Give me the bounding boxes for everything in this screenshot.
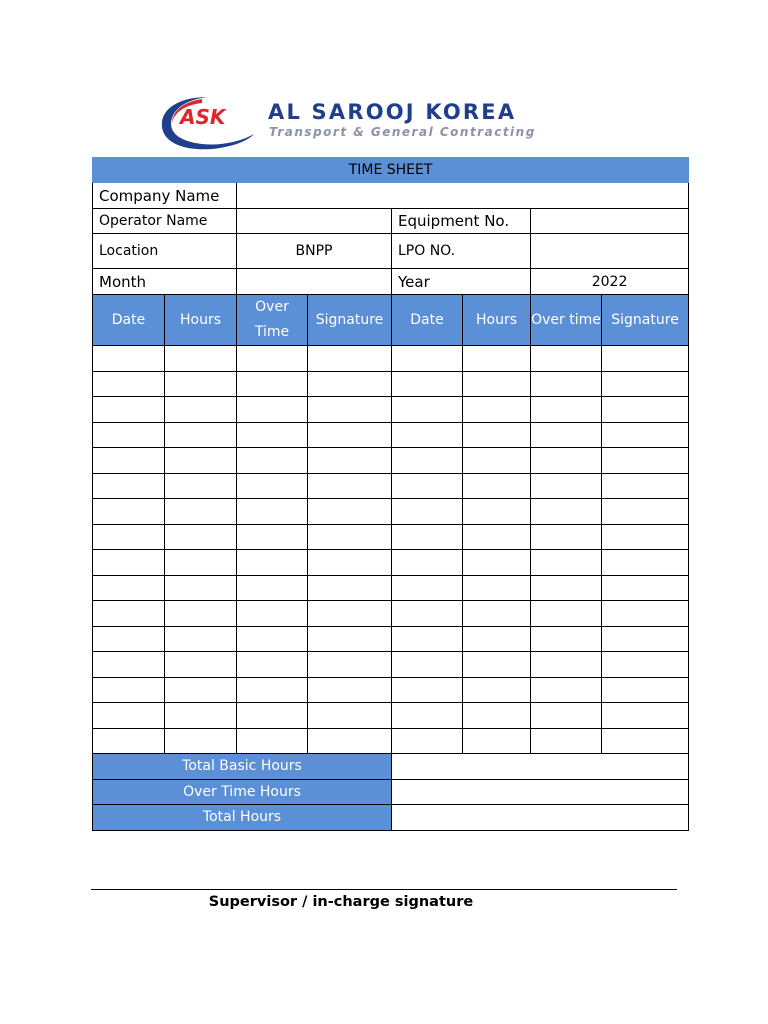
cell-signature-left[interactable] [308,626,392,652]
table-row [93,371,689,397]
col-signature-right: Signature [602,295,689,346]
cell-overtime-right[interactable] [531,601,602,627]
cell-signature-left[interactable] [308,346,392,372]
cell-signature-right[interactable] [602,601,689,627]
total-basic-hours-label: Total Basic Hours [93,754,392,780]
cell-hours-right[interactable] [463,677,531,703]
table-row [93,499,689,525]
cell-date-left[interactable] [93,575,165,601]
cell-date-left[interactable] [93,371,165,397]
company-name-logo: AL SAROOJ KOREA [268,100,517,124]
cell-signature-left[interactable] [308,677,392,703]
cell-signature-left[interactable] [308,473,392,499]
table-row [93,397,689,423]
cell-signature-left[interactable] [308,371,392,397]
cell-hours-left[interactable] [165,677,237,703]
cell-date-right[interactable] [392,703,463,729]
cell-overtime-left[interactable] [237,422,308,448]
cell-overtime-left[interactable] [237,397,308,423]
table-row [93,346,689,372]
operator-name-label: Operator Name [93,209,237,234]
cell-hours-right[interactable] [463,473,531,499]
cell-hours-left[interactable] [165,524,237,550]
cell-hours-right[interactable] [463,499,531,525]
cell-signature-right[interactable] [602,346,689,372]
cell-date-left[interactable] [93,652,165,678]
cell-date-left[interactable] [93,499,165,525]
signature-line [91,889,677,890]
cell-overtime-right[interactable] [531,346,602,372]
year-field[interactable]: 2022 [531,269,689,295]
cell-date-right[interactable] [392,448,463,474]
cell-signature-left[interactable] [308,397,392,423]
total-hours-label: Total Hours [93,805,392,831]
cell-hours-left[interactable] [165,346,237,372]
cell-signature-right[interactable] [602,575,689,601]
cell-hours-left[interactable] [165,575,237,601]
cell-hours-right[interactable] [463,422,531,448]
cell-overtime-right[interactable] [531,499,602,525]
cell-signature-left[interactable] [308,422,392,448]
cell-signature-right[interactable] [602,550,689,576]
cell-overtime-right[interactable] [531,448,602,474]
total-basic-hours-field[interactable] [392,754,689,780]
cell-hours-right[interactable] [463,550,531,576]
cell-signature-right[interactable] [602,371,689,397]
month-field[interactable] [237,269,392,295]
cell-date-right[interactable] [392,626,463,652]
cell-overtime-left[interactable] [237,371,308,397]
company-name-field[interactable] [237,183,689,209]
table-row [93,728,689,754]
cell-overtime-right[interactable] [531,626,602,652]
cell-signature-left[interactable] [308,550,392,576]
time-sheet-title: TIME SHEET [93,158,689,183]
cell-overtime-right[interactable] [531,728,602,754]
table-row [93,652,689,678]
cell-date-right[interactable] [392,346,463,372]
cell-signature-right[interactable] [602,677,689,703]
cell-hours-left[interactable] [165,397,237,423]
cell-date-left[interactable] [93,397,165,423]
over-time-hours-label: Over Time Hours [93,779,392,805]
cell-hours-right[interactable] [463,626,531,652]
cell-signature-right[interactable] [602,703,689,729]
cell-signature-left[interactable] [308,524,392,550]
cell-signature-left[interactable] [308,499,392,525]
year-label: Year [392,269,531,295]
cell-hours-right[interactable] [463,371,531,397]
table-row [93,677,689,703]
cell-date-right[interactable] [392,524,463,550]
cell-signature-left[interactable] [308,652,392,678]
cell-overtime-right[interactable] [531,397,602,423]
cell-overtime-right[interactable] [531,550,602,576]
cell-signature-right[interactable] [602,728,689,754]
cell-overtime-right[interactable] [531,524,602,550]
cell-date-right[interactable] [392,550,463,576]
cell-date-left[interactable] [93,550,165,576]
cell-overtime-right[interactable] [531,371,602,397]
cell-signature-left[interactable] [308,703,392,729]
location-field[interactable]: BNPP [237,234,392,269]
cell-overtime-right[interactable] [531,677,602,703]
cell-hours-right[interactable] [463,601,531,627]
cell-overtime-left[interactable] [237,550,308,576]
supervisor-signature-label: Supervisor / in-charge signature [208,894,474,910]
cell-hours-left[interactable] [165,550,237,576]
cell-hours-right[interactable] [463,652,531,678]
cell-hours-left[interactable] [165,703,237,729]
cell-signature-right[interactable] [602,652,689,678]
col-signature-left: Signature [308,295,392,346]
col-overtime-right: Over time [531,295,602,346]
location-label: Location [93,234,237,269]
table-row [93,626,689,652]
cell-overtime-left[interactable] [237,499,308,525]
cell-date-left[interactable] [93,524,165,550]
cell-overtime-right[interactable] [531,703,602,729]
lpo-no-label: LPO NO. [392,234,531,269]
cell-overtime-left[interactable] [237,346,308,372]
col-date-left: Date [93,295,165,346]
cell-hours-left[interactable] [165,499,237,525]
cell-overtime-left[interactable] [237,575,308,601]
cell-hours-right[interactable] [463,346,531,372]
table-row [93,550,689,576]
cell-overtime-left[interactable] [237,652,308,678]
cell-overtime-left[interactable] [237,677,308,703]
table-row [93,524,689,550]
cell-hours-left[interactable] [165,473,237,499]
cell-date-right[interactable] [392,422,463,448]
operator-name-field[interactable] [237,209,392,234]
cell-date-left[interactable] [93,422,165,448]
cell-hours-left[interactable] [165,728,237,754]
cell-signature-right[interactable] [602,422,689,448]
cell-hours-right[interactable] [463,397,531,423]
equipment-no-label: Equipment No. [392,209,531,234]
cell-date-left[interactable] [93,703,165,729]
cell-hours-right[interactable] [463,728,531,754]
month-label: Month [93,269,237,295]
cell-date-left[interactable] [93,728,165,754]
cell-signature-right[interactable] [602,473,689,499]
cell-overtime-left[interactable] [237,601,308,627]
cell-date-left[interactable] [93,626,165,652]
cell-signature-right[interactable] [602,626,689,652]
cell-hours-right[interactable] [463,703,531,729]
cell-overtime-right[interactable] [531,652,602,678]
table-row [93,422,689,448]
cell-date-right[interactable] [392,728,463,754]
cell-signature-right[interactable] [602,448,689,474]
cell-signature-right[interactable] [602,499,689,525]
cell-overtime-left[interactable] [237,448,308,474]
lpo-no-field[interactable] [531,234,689,269]
table-row [93,575,689,601]
over-time-hours-field[interactable] [392,779,689,805]
cell-date-right[interactable] [392,652,463,678]
cell-overtime-left[interactable] [237,524,308,550]
cell-date-right[interactable] [392,499,463,525]
cell-date-right[interactable] [392,601,463,627]
cell-hours-left[interactable] [165,626,237,652]
entry-rows [93,346,689,754]
cell-hours-right[interactable] [463,575,531,601]
table-row [93,601,689,627]
table-row [93,473,689,499]
table-row [93,703,689,729]
cell-hours-right[interactable] [463,524,531,550]
cell-date-left[interactable] [93,346,165,372]
cell-signature-left[interactable] [308,575,392,601]
col-hours-right: Hours [463,295,531,346]
logo-badge-text: ASK [180,105,226,129]
time-sheet-table [92,157,689,831]
cell-date-left[interactable] [93,448,165,474]
cell-date-left[interactable] [93,473,165,499]
cell-signature-left[interactable] [308,601,392,627]
total-hours-field[interactable] [392,805,689,831]
col-hours-left: Hours [165,295,237,346]
company-tagline: Transport & General Contracting [269,125,536,139]
cell-date-right[interactable] [392,575,463,601]
column-header-row [93,295,689,346]
cell-signature-left[interactable] [308,448,392,474]
cell-signature-right[interactable] [602,524,689,550]
col-date-right: Date [392,295,463,346]
cell-date-right[interactable] [392,677,463,703]
cell-hours-left[interactable] [165,371,237,397]
cell-overtime-left[interactable] [237,728,308,754]
cell-date-left[interactable] [93,601,165,627]
cell-overtime-left[interactable] [237,626,308,652]
cell-date-right[interactable] [392,473,463,499]
cell-overtime-left[interactable] [237,473,308,499]
cell-hours-right[interactable] [463,448,531,474]
col-overtime-left: Over Time [237,295,308,346]
cell-signature-right[interactable] [602,397,689,423]
cell-hours-left[interactable] [165,652,237,678]
equipment-no-field[interactable] [531,209,689,234]
ask-logo-badge [160,94,260,152]
cell-overtime-right[interactable] [531,575,602,601]
cell-hours-left[interactable] [165,448,237,474]
cell-date-right[interactable] [392,371,463,397]
company-logo [160,94,610,152]
cell-overtime-left[interactable] [237,703,308,729]
cell-overtime-right[interactable] [531,422,602,448]
cell-date-left[interactable] [93,677,165,703]
cell-overtime-right[interactable] [531,473,602,499]
cell-hours-left[interactable] [165,601,237,627]
cell-date-right[interactable] [392,397,463,423]
company-name-label: Company Name [93,183,237,209]
table-row [93,448,689,474]
cell-signature-left[interactable] [308,728,392,754]
cell-hours-left[interactable] [165,422,237,448]
